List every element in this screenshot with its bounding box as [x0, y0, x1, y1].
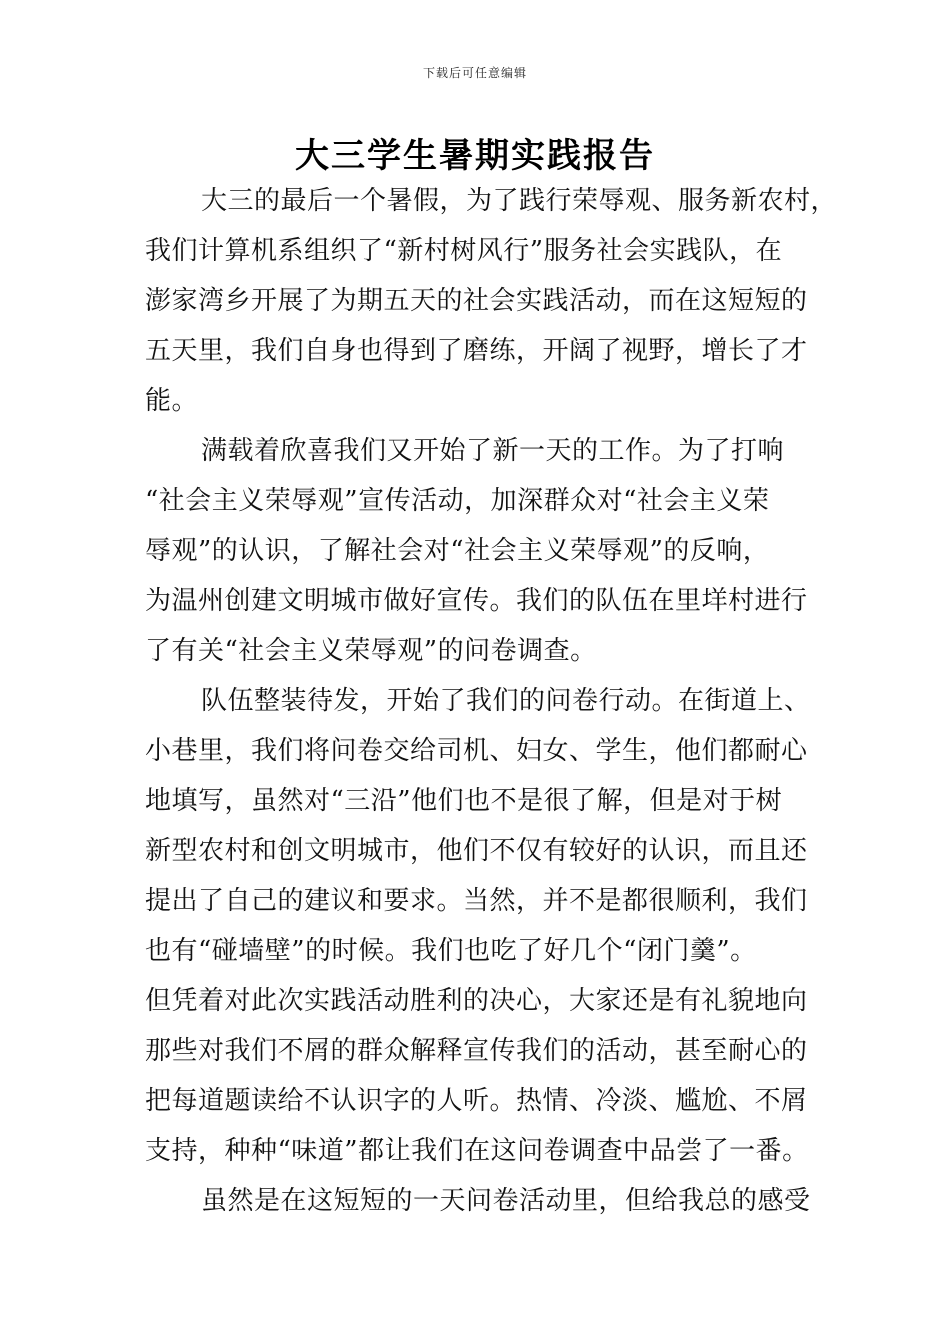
text-line: 提出了自己的建议和要求。当然，并不是都很顺利，我们	[145, 886, 808, 916]
text-line: 虽然是在这短短的一天问卷活动里，但给我总的感受	[201, 1186, 811, 1216]
document-title: 大三学生暑期实践报告	[295, 136, 655, 176]
text-line: 辱观”的认识，了解社会对“社会主义荣辱观”的反响，	[145, 536, 770, 566]
text-line: 满载着欣喜我们又开始了新一天的工作。为了打响	[201, 436, 785, 466]
text-line: 小巷里，我们将问卷交给司机、妇女、学生，他们都耐心	[145, 736, 808, 766]
text-line: “社会主义荣辱观”宣传活动，加深群众对“社会主义荣	[145, 486, 770, 516]
text-line: 了有关“社会主义荣辱观”的问卷调查。	[145, 636, 597, 666]
text-line: 我们计算机系组织了“新村树风行”服务社会实践队，在	[145, 236, 783, 266]
text-line: 新型农村和创文明城市，他们不仅有较好的认识，而且还	[145, 836, 808, 866]
text-line: 大三的最后一个暑假，为了践行荣辱观、服务新农村，	[201, 186, 838, 216]
text-line: 澎家湾乡开展了为期五天的社会实践活动，而在这短短的	[145, 286, 808, 316]
text-line: 也有“碰墙壁”的时候。我们也吃了好几个“闭门羹”。	[145, 936, 757, 966]
text-line: 能。	[145, 386, 199, 416]
text-line: 五天里，我们自身也得到了磨练，开阔了视野，增长了才	[145, 336, 808, 366]
header-note: 下载后可任意编辑	[422, 66, 527, 80]
text-line: 那些对我们不屑的群众解释宣传我们的活动，甚至耐心的	[145, 1036, 808, 1066]
text-line: 队伍整装待发，开始了我们的问卷行动。在街道上、	[201, 686, 811, 716]
text-line: 但凭着对此次实践活动胜利的决心，大家还是有礼貌地向	[145, 986, 808, 1016]
text-line: 把每道题读给不认识字的人听。热情、冷淡、尴尬、不屑	[145, 1086, 808, 1116]
text-line: 支持，种种“味道”都让我们在这问卷调查中品尝了一番。	[145, 1136, 809, 1166]
text-line: 地填写，虽然对“三沿”他们也不是很了解，但是对于树	[145, 786, 783, 816]
document-body	[145, 176, 838, 1226]
text-line: 为温州创建文明城市做好宣传。我们的队伍在里垟村进行	[145, 586, 808, 616]
